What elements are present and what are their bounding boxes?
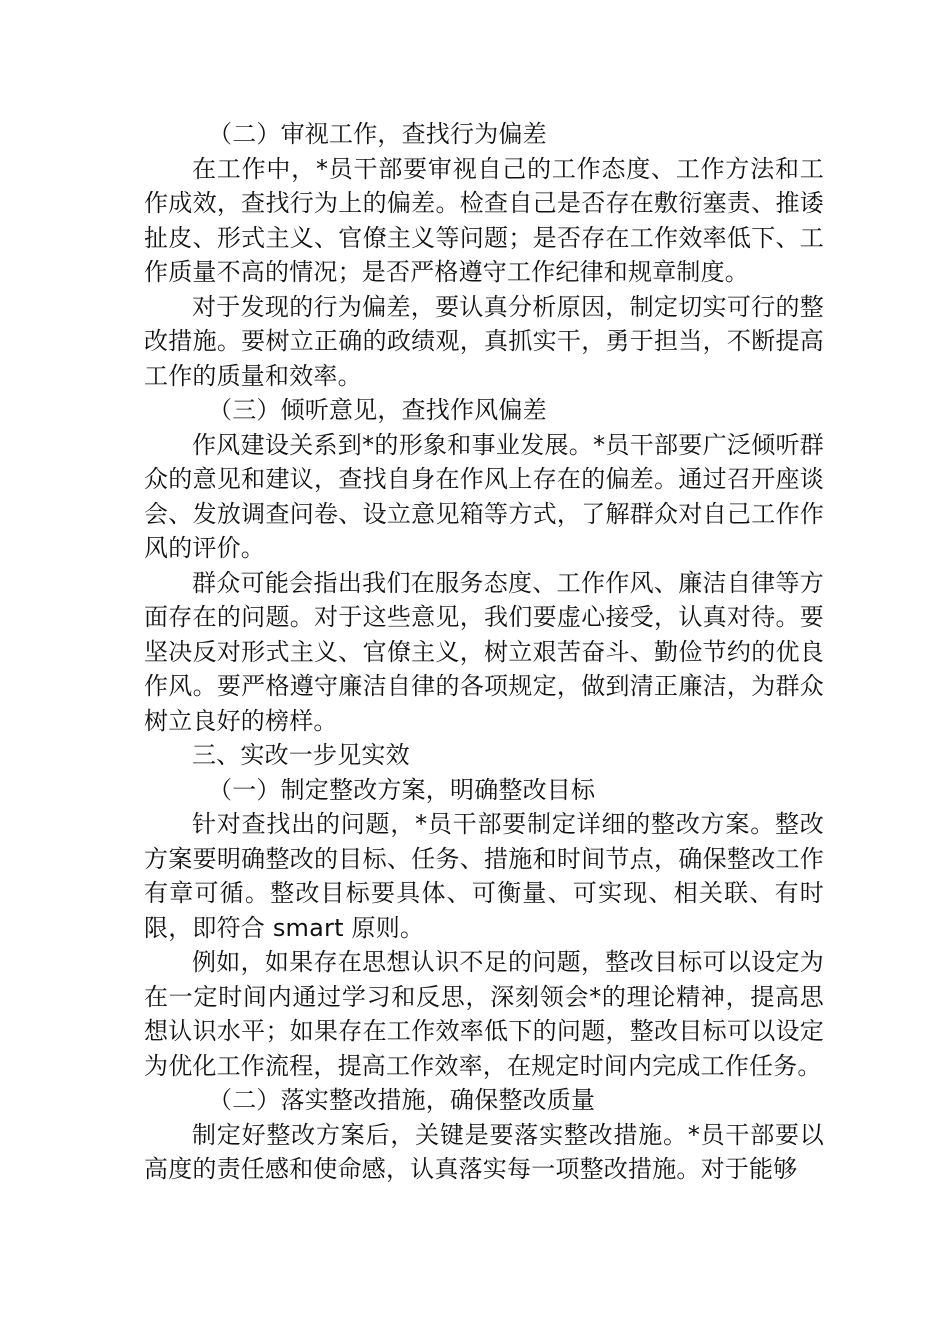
paragraph: 群众可能会指出我们在服务态度、工作作风、廉洁自律等方面存在的问题。对于这些意见，我们要虚心接受，认真对待。要坚决反对形式主义、官僚主义，树立艰苦奋斗、勤俭节约的优良作风。要严格遵守廉洁自律的各项规定，做到清正廉洁，为群众树立良好的榜样。 xyxy=(144,568,824,735)
subheading-implement-measures: （二）落实整改措施，确保整改质量 xyxy=(208,1086,596,1114)
paragraph: 在工作中，*员干部要审视自己的工作态度、工作方法和工作成效，查找行为上的偏差。检查自己是否存在敷衍塞责、推诿扯皮、形式主义、官僚主义等问题；是否存在工作效率低下、工作质量不高的情况；是否严格遵守工作纪律和规章制度。 xyxy=(144,154,824,286)
subheading-listen-opinions: （三）倾听意见，查找作风偏差 xyxy=(208,396,547,424)
paragraph: 针对查找出的问题，*员干部要制定详细的整改方案。整改方案要明确整改的目标、任务、措施和时间节点，确保整改工作有章可循。整改目标要具体、可衡量、可实现、相关联、有时限，即符合 smart 原则。 xyxy=(144,810,824,942)
subheading-rectification-plan: （一）制定整改方案，明确整改目标 xyxy=(208,775,596,804)
paragraph: 例如，如果存在思想认识不足的问题，整改目标可以设定为在一定时间内通过学习和反思，深刻领会*的理论精神，提高思想认识水平；如果存在工作效率低下的问题，整改目标可以设定为优化工作流程，提高工作效率，在规定时间内完成工作任务。 xyxy=(144,948,824,1080)
paragraph: 制定好整改方案后，关键是要落实整改措施。*员干部要以高度的责任感和使命感，认真落实每一项整改措施。对于能够 xyxy=(144,1120,824,1183)
document-body xyxy=(144,117,824,1187)
subheading-review-work: （二）审视工作，查找行为偏差 xyxy=(208,120,547,148)
paragraph: 作风建设关系到*的形象和事业发展。*员干部要广泛倾听群众的意见和建议，查找自身在作风上存在的偏差。通过召开座谈会、发放调查问卷、设立意见箱等方式，了解群众对自己工作作风的评价。 xyxy=(144,430,824,562)
paragraph: 对于发现的行为偏差，要认真分析原因，制定切实可行的整改措施。要树立正确的政绩观，真抓实干，勇于担当，不断提高工作的质量和效率。 xyxy=(144,292,824,390)
section-heading-three: 三、实改一步见实效 xyxy=(192,741,410,769)
